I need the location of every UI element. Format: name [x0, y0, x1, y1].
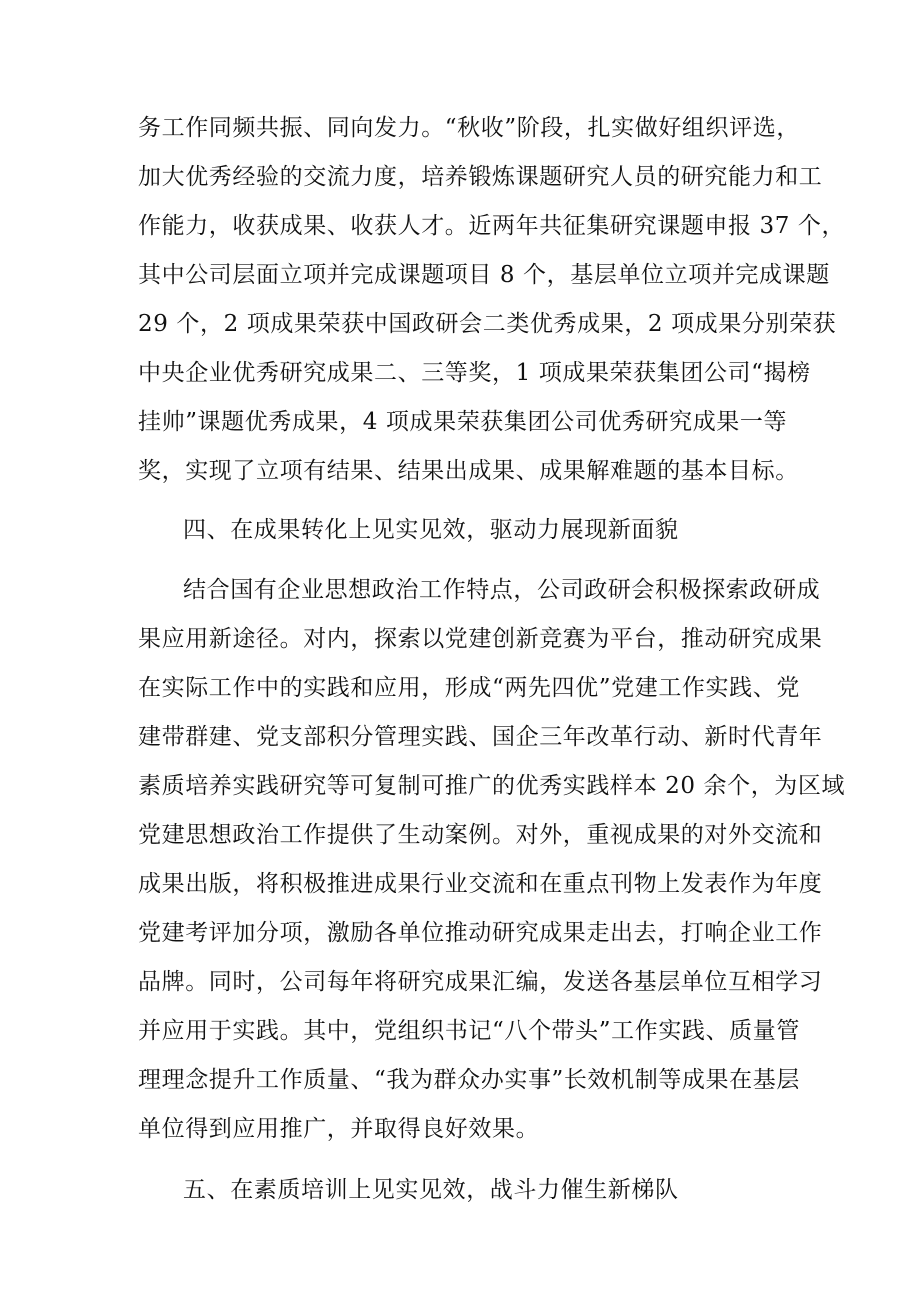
section-heading: 五、在素质培训上见实见效，战斗力催生新梯队 [183, 1177, 679, 1203]
text-line: 中央企业优秀研究成果二、三等奖，1 项成果荣获集团公司“揭榜 [138, 360, 811, 386]
text-line: 素质培养实践研究等可复制可推广的优秀实践样本 20 余个，为区域 [138, 773, 846, 799]
text-line: 结合国有企业思想政治工作特点，公司政研会积极探索政研成 [183, 577, 821, 603]
text-line: 成果出版，将积极推进成果行业交流和在重点刊物上发表作为年度 [138, 871, 823, 897]
text-line: 建带群建、党支部积分管理实践、国企三年改革行动、新时代青年 [138, 724, 823, 750]
section-heading: 四、在成果转化上见实见效，驱动力展现新面貌 [183, 517, 679, 543]
text-line: 单位得到应用推广，并取得良好效果。 [138, 1116, 540, 1142]
text-line: 奖，实现了立项有结果、结果出成果、成果解难题的基本目标。 [138, 458, 799, 484]
text-line: 加大优秀经验的交流力度，培养锻炼课题研究人员的研究能力和工 [138, 164, 823, 190]
text-line: 党建考评加分项，激励各单位推动研究成果走出去，打响企业工作 [138, 920, 823, 946]
text-line: 党建思想政治工作提供了生动案例。对外，重视成果的对外交流和 [138, 822, 823, 848]
text-line: 其中公司层面立项并完成课题项目 8 个，基层单位立项并完成课题 [138, 262, 830, 288]
text-line: 果应用新途径。对内，探索以党建创新竞赛为平台，推动研究成果 [138, 626, 823, 652]
text-line: 在实际工作中的实践和应用，形成“两先四优”党建工作实践、党 [138, 675, 800, 701]
text-line: 品牌。同时，公司每年将研究成果汇编，发送各基层单位互相学习 [138, 969, 823, 995]
text-line: 29 个，2 项成果荣获中国政研会二类优秀成果，2 项成果分别荣获 [138, 311, 837, 337]
text-line: 务工作同频共振、同向发力。“秋收”阶段，扎实做好组织评选， [138, 115, 800, 141]
text-line: 并应用于实践。其中，党组织书记“八个带头”工作实践、质量管 [138, 1018, 800, 1044]
text-line: 挂帅”课题优秀成果，4 项成果荣获集团公司优秀研究成果一等 [138, 409, 788, 435]
text-line: 作能力，收获成果、收获人才。近两年共征集研究课题申报 37 个， [138, 213, 846, 239]
text-line: 理理念提升工作质量、“我为群众办实事”长效机制等成果在基层 [138, 1067, 800, 1093]
